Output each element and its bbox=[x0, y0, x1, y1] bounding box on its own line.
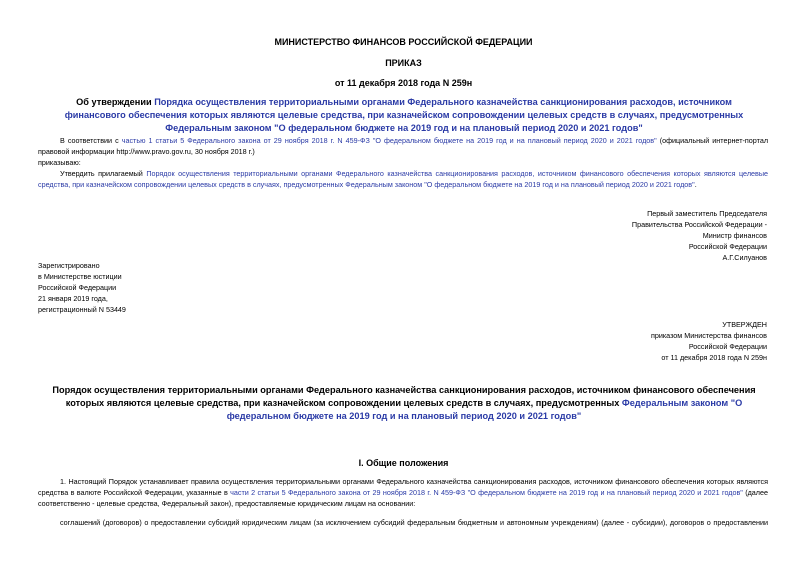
signature-line: Первый заместитель Председателя bbox=[647, 209, 767, 218]
registration-line: регистрационный N 53449 bbox=[38, 305, 126, 314]
signature-line: А.Г.Силуанов bbox=[722, 253, 767, 262]
registration-line: в Министерстве юстиции bbox=[38, 272, 122, 281]
approve-paragraph bbox=[38, 168, 768, 190]
section-paragraph-1 bbox=[38, 476, 768, 509]
section-law-link[interactable]: части 2 статьи 5 Федерального закона от 29 ноября 2018 г. N 459-ФЗ "О федеральном бюджете на 2019 год и на плановый период 2020 и 2021 годов" bbox=[230, 488, 743, 497]
procedure-title-text: Порядок осуществления территориальными органами Федерального казначейства санкционирования расходов, источником финансового обеспечения которых являются целевые средства, при казначейском сопровождении целевых средств в случаях, предусмотренных bbox=[52, 385, 756, 408]
preamble-text: В соответствии с bbox=[60, 136, 122, 145]
section-heading: I. Общие положения bbox=[358, 458, 449, 468]
approved-line: УТВЕРЖДЕН bbox=[722, 320, 767, 329]
approved-line: от 11 декабря 2018 года N 259н bbox=[661, 353, 767, 362]
federal-law-link[interactable]: частью 1 статьи 5 Федерального закона от 29 ноября 2018 г. N 459-ФЗ "О федеральном бюджете на 2019 год и на плановый период 2020 и 2021 годов" bbox=[121, 136, 657, 145]
approve-suffix: . bbox=[694, 180, 697, 189]
orders-word: приказываю: bbox=[38, 158, 81, 167]
order-title-link[interactable]: Порядка осуществления территориальными органами Федерального казначейства санкционирования расходов, источником финансового обеспечения которых являются целевые средства, при казначейском сопровождении целевых средств в случаях, предусмотренных Федеральным законом "О федеральном бюджете на 2019 год и на плановый период 2020 и 2021 годов" bbox=[64, 97, 744, 133]
document-type: ПРИКАЗ bbox=[385, 58, 422, 68]
approved-block bbox=[651, 319, 767, 363]
approved-line: приказом Министерства финансов bbox=[650, 331, 767, 340]
document-date-number: от 11 декабря 2018 года N 259н bbox=[334, 78, 473, 88]
approve-text: Утвердить прилагаемый bbox=[60, 169, 147, 178]
registration-line: Зарегистрировано bbox=[38, 261, 100, 270]
procedure-title bbox=[36, 384, 772, 423]
order-title-prefix: Об утверждении bbox=[76, 97, 155, 107]
registration-line: Российской Федерации bbox=[38, 283, 117, 292]
signature-block bbox=[632, 208, 767, 263]
section-paragraph-2: соглашений (договоров) о предоставлении субсидий юридическим лицам (за исключением субсидий федеральным бюджетным и автономным учреждениям) (далее - субсидии), договоров о предоставлении bbox=[60, 518, 768, 527]
section-text: 1. Настоящий Порядок устанавливает правила осуществления территориальными органами Федерального казначейства санкционирования расходов, источником финансового обеспечения которых являются средства в валюте Российской Федерации, указанные в bbox=[38, 477, 768, 497]
signature-line: Правительства Российской Федерации - bbox=[631, 220, 767, 229]
order-title bbox=[50, 96, 758, 135]
signature-line: Российской Федерации bbox=[688, 242, 767, 251]
section-text-suffix: (далее соответственно - целевые средства, Федеральный закон), предоставляемые юридическим лицам на основании: bbox=[38, 488, 768, 508]
preamble-source: (официальный интернет-портал правовой информации http://www.pravo.gov.ru, 30 ноября 2018 г.) bbox=[38, 136, 769, 156]
signature-line: Министр финансов bbox=[702, 231, 767, 240]
preamble-paragraph bbox=[38, 135, 768, 157]
procedure-title-link[interactable]: Федеральным законом "О федеральном бюджете на 2019 год и на плановый период 2020 и 2021 годов" bbox=[226, 398, 743, 421]
procedure-link[interactable]: Порядок осуществления территориальными органами Федерального казначейства санкционирования расходов, источником финансового обеспечения которых являются целевые средства, при казначейском сопровождении целевых средств в случаях, предусмотренных Федеральным законом "О федеральном бюджете на 2019 год и на плановый период 2020 и 2021 годов" bbox=[38, 169, 768, 189]
registration-line: 21 января 2019 года, bbox=[38, 294, 108, 303]
approved-line: Российской Федерации bbox=[688, 342, 767, 351]
registration-block bbox=[38, 260, 126, 315]
ministry-name: МИНИСТЕРСТВО ФИНАНСОВ РОССИЙСКОЙ ФЕДЕРАЦИИ bbox=[274, 37, 533, 47]
